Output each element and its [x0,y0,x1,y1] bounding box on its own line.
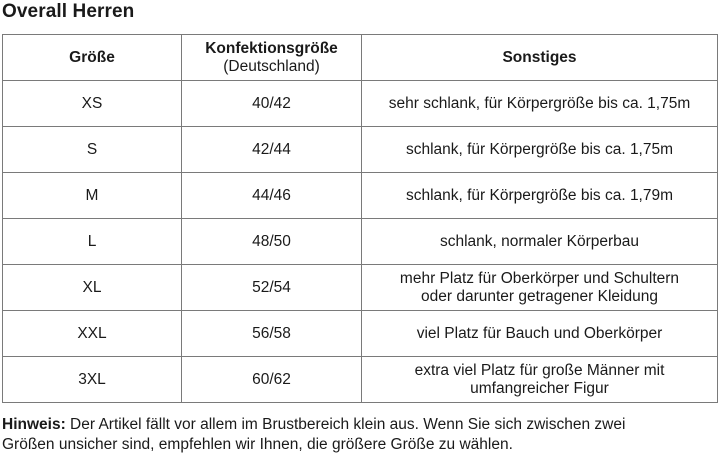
cell-confection: 42/44 [182,127,362,173]
hint-note-line-1 [2,415,718,435]
hint-text-2: Größen unsicher sind, empfehlen wir Ihnen, die größere Größe zu wählen. [2,436,513,453]
cell-other [362,219,718,265]
cell-size: XL [3,265,182,311]
page-title: Overall Herren [2,1,135,22]
cell-confection: 56/58 [182,311,362,357]
hint-label: Hinweis: [2,416,66,433]
cell-size: S [3,127,182,173]
cell-confection: 48/50 [182,219,362,265]
header-confection-sublabel: (Deutschland) [223,57,320,75]
table-row [3,265,718,311]
hint-note [2,415,718,455]
cell-confection: 52/54 [182,265,362,311]
table-row [3,219,718,265]
cell-other-line: schlank, für Körpergröße bis ca. 1,75m [405,140,674,158]
cell-confection: 40/42 [182,81,362,127]
cell-size: M [3,173,182,219]
cell-other-line: schlank, für Körpergröße bis ca. 1,79m [405,186,674,204]
cell-size: 3XL [3,357,182,403]
table-row [3,81,718,127]
cell-other [362,357,718,403]
cell-size: L [3,219,182,265]
cell-other-line: extra viel Platz für große Männer mit [414,361,665,379]
cell-other-line: oder darunter getragener Kleidung [421,287,658,305]
cell-other-line: viel Platz für Bauch und Oberkörper [416,324,663,342]
table-row [3,311,718,357]
cell-other [362,173,718,219]
table-row [3,173,718,219]
cell-confection: 60/62 [182,357,362,403]
cell-size: XXL [3,311,182,357]
table-header-row [3,35,718,81]
header-size-label: Größe [69,48,115,66]
cell-other [362,265,718,311]
table-row [3,357,718,403]
header-size [3,35,182,81]
cell-other-line: mehr Platz für Oberkörper und Schultern [399,269,680,287]
header-other [362,35,718,81]
cell-other [362,127,718,173]
cell-other-line: schlank, normaler Körperbau [439,232,640,250]
hint-text-1: Der Artikel fällt vor allem im Brustbereich klein aus. Wenn Sie sich zwischen zwei [70,416,626,433]
header-confection-label: Konfektionsgröße [205,39,338,57]
cell-other-line: umfangreicher Figur [470,379,609,397]
header-other-label: Sonstiges [502,48,577,66]
cell-other-line: sehr schlank, für Körpergröße bis ca. 1,75m [388,94,691,112]
table-row [3,127,718,173]
cell-size: XS [3,81,182,127]
cell-other [362,311,718,357]
header-confection [182,35,362,81]
cell-confection: 44/46 [182,173,362,219]
cell-other [362,81,718,127]
size-table [2,34,718,403]
